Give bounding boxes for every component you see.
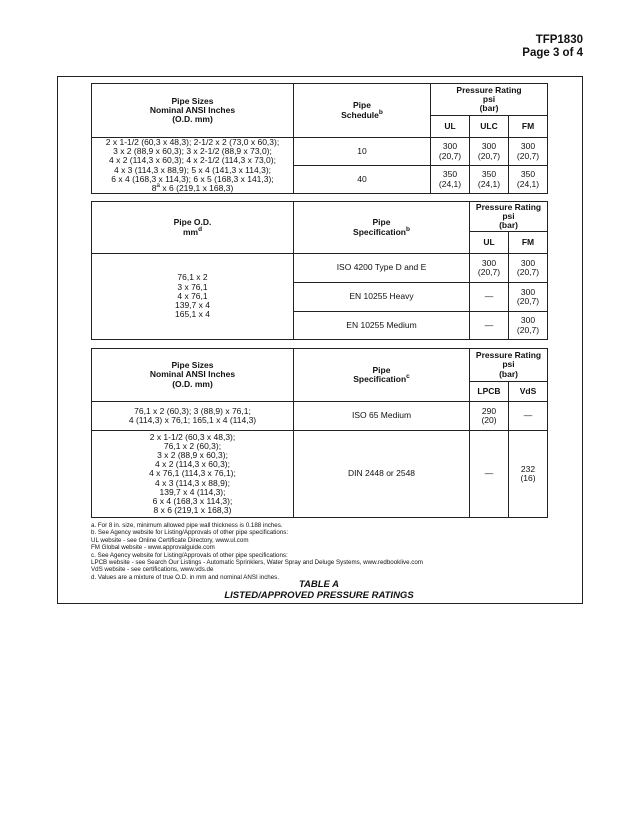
lpcb-header: LPCB bbox=[470, 382, 509, 402]
vds-rating-cell: 232 (16) bbox=[509, 431, 548, 518]
pipe-sizes-header: Pipe Sizes Nominal ANSI Inches (O.D. mm) bbox=[92, 84, 294, 138]
schedule-cell: 40 bbox=[294, 166, 431, 194]
footnote-line: FM Global website - www.approvalguide.com bbox=[91, 544, 215, 552]
lpcb-rating-cell: 290 (20) bbox=[470, 402, 509, 431]
specification-cell: ISO 4200 Type D and E bbox=[294, 254, 470, 283]
fm-header: FM bbox=[509, 232, 548, 254]
table-caption-label: TABLE A bbox=[298, 579, 340, 590]
schedule-cell: 10 bbox=[294, 138, 431, 166]
fm-rating-cell: 300 (20,7) bbox=[509, 283, 548, 312]
vds-header: VdS bbox=[509, 382, 548, 402]
pressure-rating-header: Pressure Rating psi (bar) bbox=[470, 202, 548, 232]
footnote-line: UL website - see Online Certificate Directory, www.ul.com bbox=[91, 536, 249, 544]
schedule-pressure-table bbox=[91, 83, 548, 194]
ul-header: UL bbox=[470, 232, 509, 254]
pipe-specification-header: Pipe Specification$^b$ bbox=[294, 202, 470, 254]
pipe-specification-header: Pipe Specification$^c$ bbox=[294, 349, 470, 402]
ul-rating-cell: 300 (20,7) bbox=[470, 254, 509, 283]
lpcb-vds-pressure-table bbox=[91, 348, 548, 518]
pipe-sizes-cell: 76,1 x 2 (60,3); 3 (88,9) x 76,1; 4 (114,3) x 76,1; 165,1 x 4 (114,3) bbox=[92, 402, 294, 431]
pipe-sizes-header: Pipe Sizes Nominal ANSI Inches (O.D. mm) bbox=[92, 349, 294, 402]
ulc-rating-cell: 350 (24,1) bbox=[470, 166, 509, 194]
pressure-rating-header: Pressure Rating psi (bar) bbox=[431, 84, 548, 116]
fm-rating-cell: 350 (24,1) bbox=[509, 166, 548, 194]
document-id: TFP1830 bbox=[535, 34, 583, 46]
footnote-line: a. For 8 in. size, minimum allowed pipe wall thickness is 0.188 inches. bbox=[91, 522, 283, 529]
pipe-od-cell: 76,1 x 2 3 x 76,1 4 x 76,1 139,7 x 4 165,1 x 4 bbox=[92, 254, 294, 340]
pipe-schedule-header: Pipe Schedule$^b$ bbox=[294, 84, 431, 138]
footnotes bbox=[91, 522, 423, 581]
ul-rating-cell: — bbox=[470, 283, 509, 312]
specification-cell: EN 10255 Heavy bbox=[294, 283, 470, 312]
footnote-line: LPCB website - see Search Our Listings - Automatic Sprinklers, Water Spray and Deluge Systems, www.redbooklive.com bbox=[91, 559, 423, 567]
pipe-sizes-cell: 2 x 1-1/2 (60,3 x 48,3); 2-1/2 x 2 (73,0 x 60,3); 3 x 2 (88,9 x 60,3); 3 x 2-1/2 (88,9 x 73,0); 4 x 2 (114,3 x 60,3); 4 x 2-1/2 (114,3 x 73,0); 4 x 3 (114,3 x 88,9); 5 x 4 (141,3 x 114,3); 6 x 4 (168,3 x 114,3); 6 x 5 (168,3 x 141,3); 8$^a$ x 6 (219,1 x 168,3) bbox=[92, 138, 294, 194]
ul-header: UL bbox=[431, 116, 470, 138]
footnote-line: c. See Agency website for Listing/Approvals of other pipe specifications: bbox=[91, 551, 288, 559]
ul-rating-cell: 350 (24,1) bbox=[431, 166, 470, 194]
specification-cell: ISO 65 Medium bbox=[294, 402, 470, 431]
specification-cell: DIN 2448 or 2548 bbox=[294, 431, 470, 518]
fm-header: FM bbox=[509, 116, 548, 138]
fm-rating-cell: 300 (20,7) bbox=[509, 138, 548, 166]
table-caption-title: LISTED/APPROVED PRESSURE RATINGS bbox=[224, 590, 414, 601]
fm-rating-cell: 300 (20,7) bbox=[509, 254, 548, 283]
pressure-rating-header: Pressure Rating psi (bar) bbox=[470, 349, 548, 382]
ulc-rating-cell: 300 (20,7) bbox=[470, 138, 509, 166]
pipe-od-header: Pipe O.D. $mm^d$ bbox=[92, 202, 294, 254]
lpcb-rating-cell: — bbox=[470, 431, 509, 518]
fm-rating-cell: 300 (20,7) bbox=[509, 312, 548, 340]
ul-rating-cell: — bbox=[470, 312, 509, 340]
ul-rating-cell: 300 (20,7) bbox=[431, 138, 470, 166]
specification-cell: EN 10255 Medium bbox=[294, 312, 470, 340]
vds-rating-cell: — bbox=[509, 402, 548, 431]
footnote-line: VdS website - see certifications, www.vds.de bbox=[91, 566, 214, 574]
od-specification-table bbox=[91, 201, 548, 340]
pipe-sizes-cell: 2 x 1-1/2 (60,3 x 48,3); 76,1 x 2 (60,3); 3 x 2 (88,9 x 60,3); 4 x 2 (114,3 x 60,3); 4 x 76,1 (114,3 x 76,1); 4 x 3 (114,3 x 88,9); 139,7 x 4 (114,3); 6 x 4 (168,3 x 114,3); 8 x 6 (219,1 x 168,3) bbox=[92, 431, 294, 518]
ulc-header: ULC bbox=[470, 116, 509, 138]
footnote-line: d. Values are a mixture of true O.D. in mm and nominal ANSI inches. bbox=[91, 573, 279, 581]
page-number: Page 3 of 4 bbox=[522, 47, 583, 59]
footnote-line: b. See Agency website for Listing/Approvals of other pipe specifications: bbox=[91, 529, 289, 537]
